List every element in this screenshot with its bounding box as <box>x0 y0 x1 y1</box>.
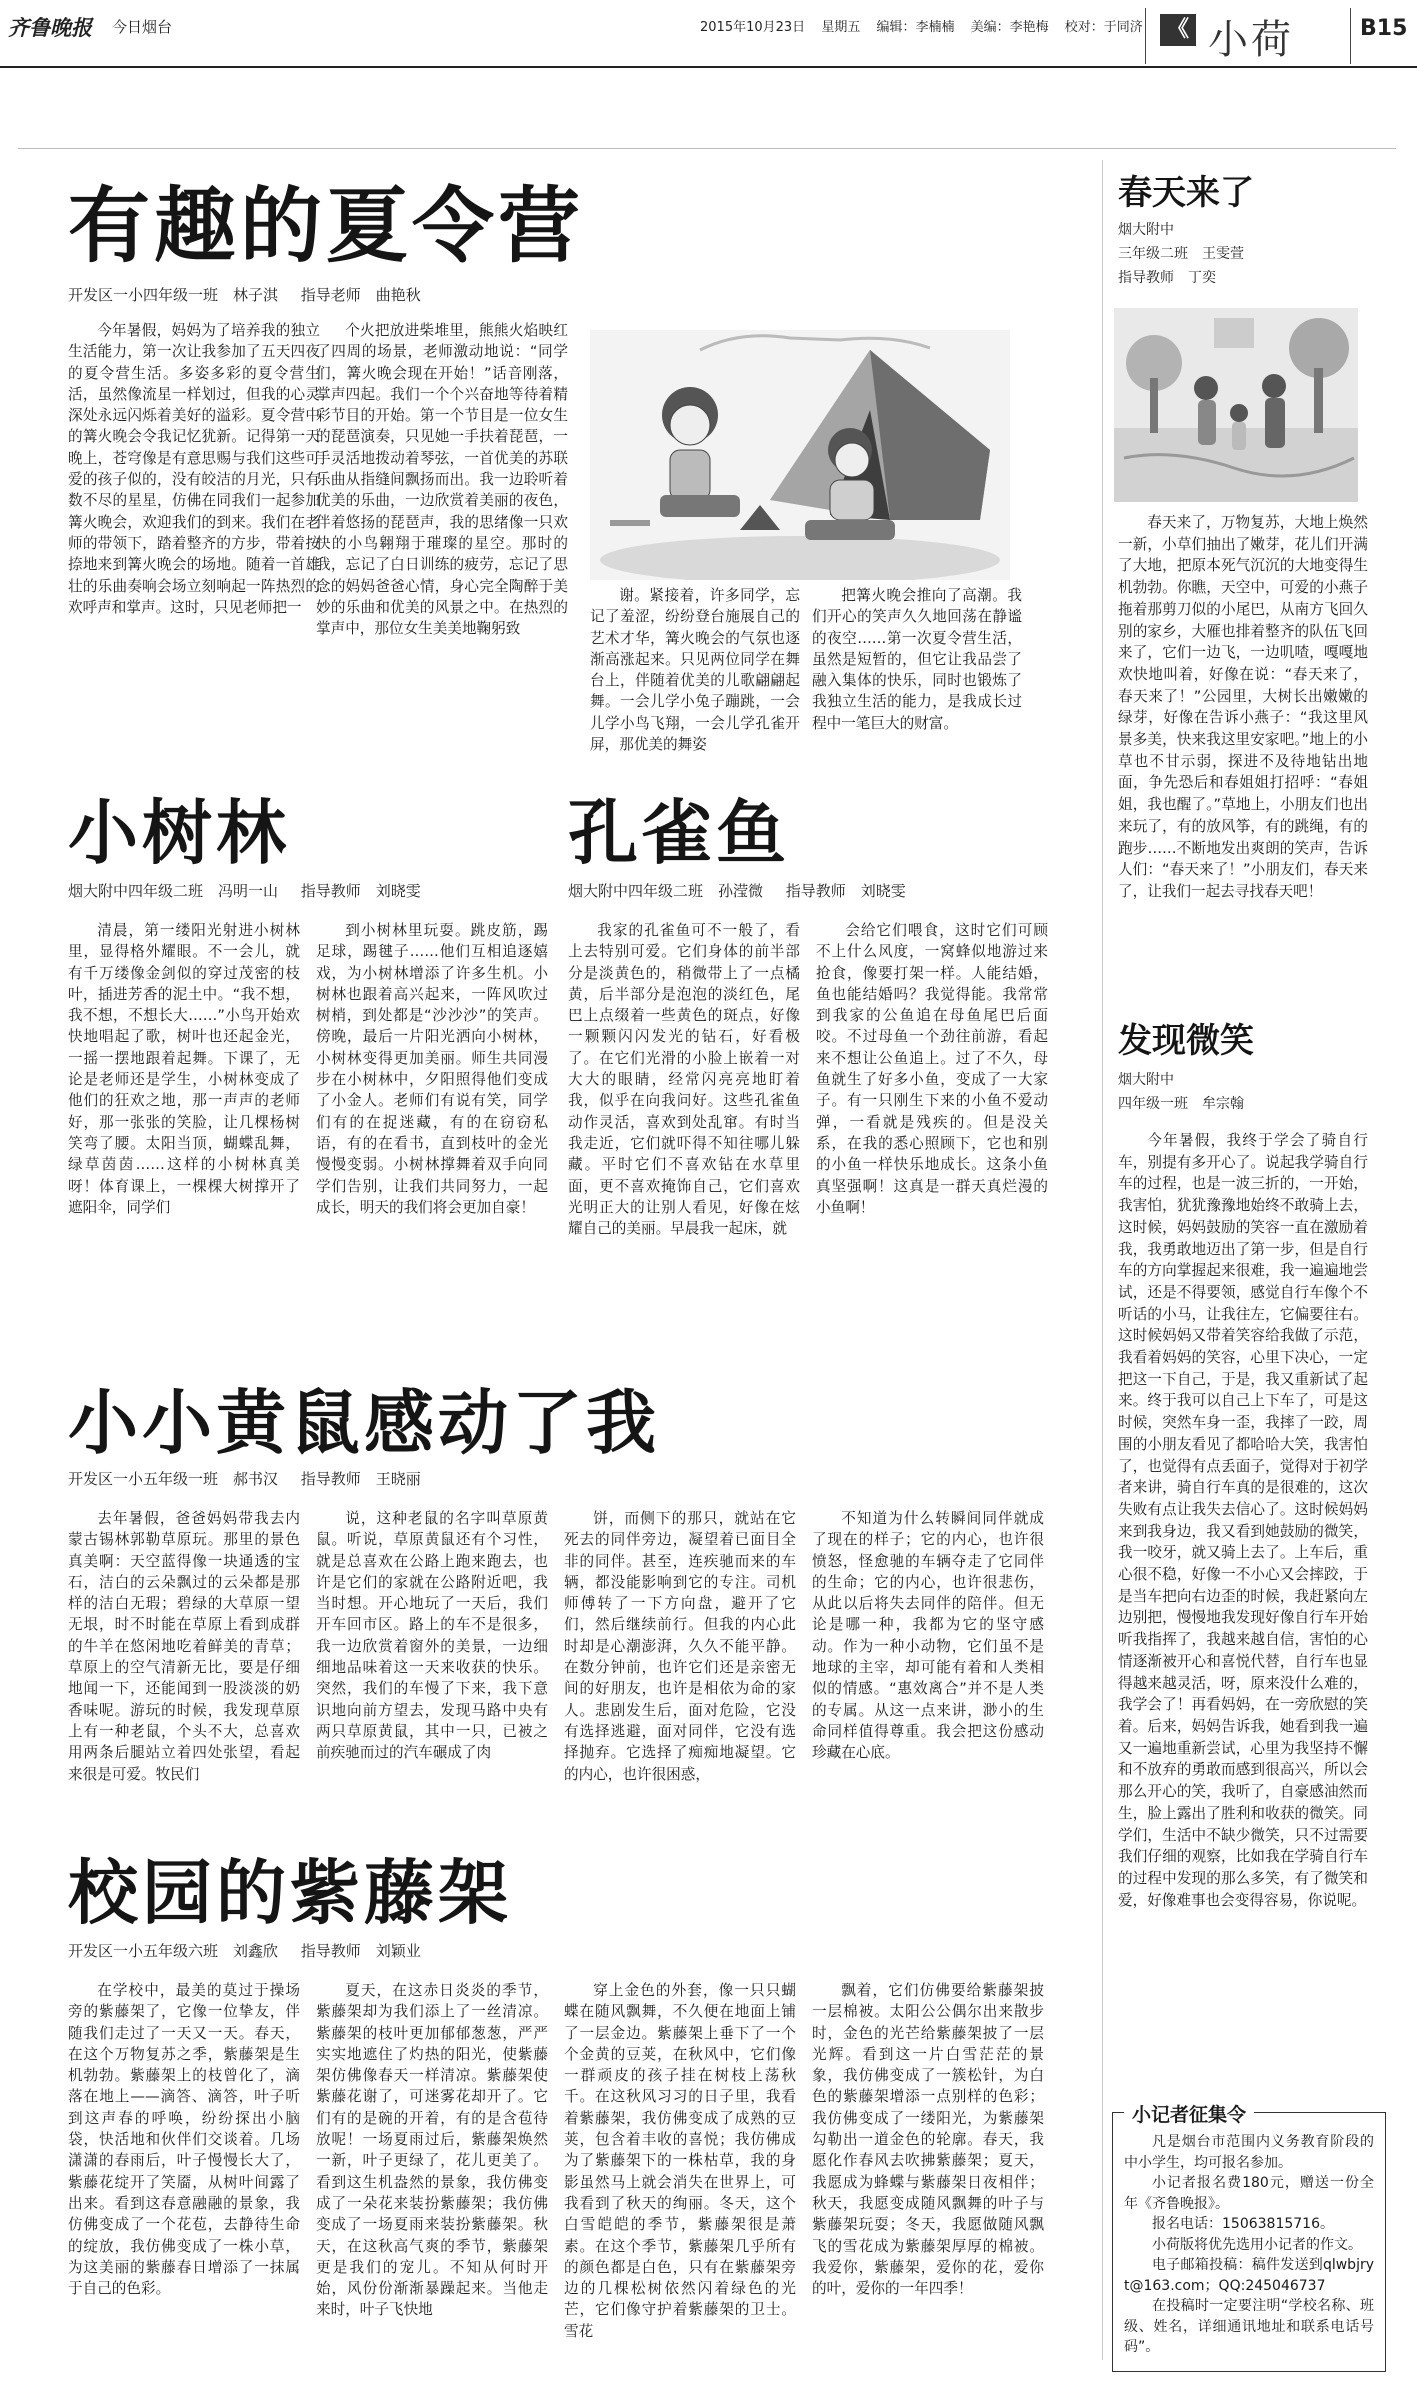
article-text-wisteria-3: 穿上金色的外套，像一只只蝴蝶在随风飘舞，不久便在地面上铺了一层金边。紫藤架上垂下了一个个金黄的豆荚，在秋风中，它们像一群顽皮的孩子挂在树枝上荡秋千。在这秋风习习的日子里，我看着紫藤架，我仿佛变成了成熟的豆荚，包含着丰收的喜悦；我仿佛成为了紫藤架下的一株枯草，我的身影虽然马上就会消失在世界上，可我看到了秋天的绚丽。冬天，这个白雪皑皑的季节，紫藤架很是萧素。在这个季节，紫藤架几乎所有的颜色都是白色，只有在紫藤架旁边的几棵松树依然闪着绿色的光芒，它们像守护着紫藤架的卫士。雪花 <box>564 1982 796 2340</box>
article-text-camp-2: 个火把放进柴堆里，熊熊火焰映红了四周的场景，老师激动地说：“同学们，篝火晚会现在开始！”话音刚落，掌声四起。我们一个个兴奋地等待着精彩节目的开始。第一个节目是一位女生的琵琶演奏，只见她一手扶着琵琶，一手灵活地拨动着琴弦，一首优美的苏联乐曲从指缝间飘扬而出。我一边聆听着优美的乐曲，一边欣赏着美丽的夜色，伴着悠扬的琵琶声，我的思绪像一只欢快的小鸟翱翔于璀璨的星空。那时的我，忘记了白日训练的疲劳，忘记了思念的妈妈爸爸心情，身心完全陶醉于美妙的乐曲和优美的风景之中。在热烈的掌声中，那位女生美美地鞠躬致 <box>316 322 568 638</box>
article-text-peacock-2: 会给它们喂食，这时它们可顾不上什么风度，一窝蜂似地游过来抢食，像要打架一样。人能结婚，鱼也能结婚吗？我觉得能。我常常到我家的公鱼追在母鱼尾巴后面咬。不过母鱼一个劲往前游，看起来不想让公鱼追上。过了不久，母鱼就生了好多小鱼，变成了一大家子。有一只刚生下来的小鱼不爱动弹，一看就是残疾的。但是没关系，在我的悉心照顾下，它也和别的小鱼一样快乐地成长。这条小鱼真坚强啊！这真是一群天真烂漫的小鱼啊！ <box>816 922 1048 1216</box>
header-rule <box>0 66 1417 68</box>
recruit-title: 小记者征集令 <box>1124 2100 1254 2127</box>
side-divider <box>1102 160 1103 2360</box>
tent-illustration <box>590 330 1010 580</box>
article-text-wisteria-1: 在学校中，最美的莫过于操场旁的紫藤架了，它像一位挚友，伴随我们走过了一天又一天。春天，在这个万物复苏之季，紫藤架是生机勃勃。紫藤架上的枝曾化了，滴落在地上——滴答、滴答，叶子听到这声春的呼唤，纷纷探出小脑袋，快活地和伙伴们交谈着。几场潇潇的春雨后，叶子慢慢长大了，紫藤花绽开了笑靥，从树叶间露了出来。看到这春意融融的景象，我仿佛变成了一个花苞，去静待生命的绽放，我仿佛变成了一株小草，为这美丽的紫藤春日增添了一抹属于自己的色彩。 <box>68 1982 300 2298</box>
article-title-peacock: 孔雀鱼 <box>568 792 790 874</box>
recruit-line: 小荷版将优先选用小记者的作文。 <box>1152 2236 1362 2253</box>
column-title: 小荷 <box>1208 17 1294 63</box>
teacher: 指导教师 王晓丽 <box>300 1470 421 1488</box>
author: 开发区一小五年级一班 郝书汉 <box>68 1470 279 1488</box>
school: 烟大附中 <box>1118 222 1174 238</box>
editor-credit: 编辑：李楠楠 <box>876 20 955 35</box>
section-name: 今日烟台 <box>112 18 173 36</box>
family-walk-illustration <box>1114 308 1358 502</box>
article-byline-wisteria <box>68 1940 439 1961</box>
recruit-line: 在投稿时一定要注明“学校名称、班级、姓名，详细通讯地址和联系电话号码”。 <box>1124 2298 1374 2355</box>
header-divider-2 <box>1350 8 1351 64</box>
teacher: 指导教师 刘颖业 <box>300 1942 421 1960</box>
class-author: 四年级一班 牟宗翰 <box>1118 1096 1244 1112</box>
teacher: 指导教师 刘晓雯 <box>300 882 421 900</box>
side-meta-smile <box>1118 1068 1388 1116</box>
issue-weekday: 星期五 <box>821 20 861 35</box>
side-title-smile: 发现微笑 <box>1118 1021 1254 1061</box>
article-text-hamster-1: 去年暑假，爸爸妈妈带我去内蒙古锡林郭勒草原玩。那里的景色真美啊：天空蓝得像一块通透的宝石，洁白的云朵飘过的云朵都是那样的洁白无瑕；碧绿的大草原一望无垠，时不时能在草原上看到成群的牛羊在悠闲地吃着鲜美的青草；草原上的空气清新无比，要是仔细地闻一下，还能闻到一股淡淡的奶香味呢。游玩的时候，我发现草原上有一种老鼠，个头不大，总喜欢用两条后腿站立着四处张望，看起来很是可爱。牧民们 <box>68 1510 300 1783</box>
article-byline-camp <box>68 284 439 305</box>
author: 开发区一小四年级一班 林子淇 <box>68 286 279 304</box>
article-text-hamster-4: 不知道为什么转瞬间同伴就成了现在的样子；它的内心，也许很愤怒，怪愈驰的车辆夺走了它同伴的生命；它的内心，也许很悲伤，从此以后将失去同伴的陪伴。但无论是哪一种，我都为它的坚守感动。作为一种小动物，它们虽不是地球的主宰，却可能有着和人类相似的情感。“惠效离合”并不是人类的专属。从这一点来讲，渺小的生命同样值得尊重。我会把这份感动珍藏在心底。 <box>812 1510 1044 1762</box>
teacher: 指导教师 丁奕 <box>1118 270 1216 286</box>
side-meta-spring <box>1118 218 1388 290</box>
article-text-hamster-2: 说，这种老鼠的名字叫草原黄鼠。听说，草原黄鼠还有个习性，就是总喜欢在公路上跑来跑去，也许是它们的家就在公路附近吧，我当时想。开心地玩了一天后，我们开车回市区。路上的车不是很多，我一边欣赏着窗外的美景，一边细细地品味着这一天来收获的快乐。突然，我们的车慢了下来，我下意识地向前方望去，发现马路中央有两只草原黄鼠，其中一只，已被之前疾驰而过的汽车碾成了肉 <box>316 1510 548 1762</box>
recruit-line: 小记者报名费180元，赠送一份全年《齐鲁晚报》。 <box>1124 2175 1374 2212</box>
header-divider <box>1145 8 1146 64</box>
side-title-spring: 春天来了 <box>1118 173 1254 213</box>
article-text-wisteria-2: 夏天，在这赤日炎炎的季节，紫藤架却为我们添上了一丝清凉。紫藤架的枝叶更加郁郁葱葱，严严实实地遮住了灼热的阳光，使紫藤架仿佛像春天一样清凉。紫藤架使紫藤花谢了，可迷雾花却开了。它们有的是碗的开着，有的是含苞待放呢！一场夏雨过后，紫藤架焕然一新，叶子更绿了，花儿更美了。看到这生机盎然的景象，我仿佛变成了一朵花来装扮紫藤架；我仿佛变成了一场夏雨来装扮紫藤架。秋天，在这秋高气爽的季节，紫藤架更是我们的宠儿。不知从何时开始，风份份渐渐暴躁起来。当他走来时，叶子飞快地 <box>316 1982 548 2319</box>
proof-credit: 校对：于同济 <box>1064 20 1143 35</box>
recruit-email[interactable]: 电子邮箱投稿：稿件发送到qlwbjryt@163.com；QQ:245046737 <box>1124 2257 1374 2294</box>
article-text-camp-4: 把篝火晚会推向了高潮。我们开心的笑声久久地回荡在静谧的夜空……第一次夏令营生活，虽然是短暂的，但它让我品尝了融入集体的快乐，同时也锻炼了我独立生活的能力，是我成长过程中一笔巨大的财富。 <box>812 587 1022 732</box>
article-text-grove-2: 到小树林里玩耍。跳皮筋，踢足球，踢毽子……他们互相追逐嬉戏，为小树林增添了许多生机。小树林也跟着高兴起来，一阵风吹过树梢，到处都是“沙沙沙”的笑声。傍晚，最后一片阳光洒向小树林，小树林变得更加美丽。师生共同漫步在小树林中，夕阳照得他们变成了小金人。老师们有说有笑，同学们有的在捉迷藏，有的在窃窃私语，有的在看书，直到枝叶的金光慢慢变弱。小树林撑舞着双手向同学们告别，让我们共同努力，一起成长，明天的我们将会更加自豪！ <box>316 922 548 1216</box>
class-author: 三年级二班 王雯萱 <box>1118 246 1244 262</box>
art-editor-credit: 美编：李艳梅 <box>970 20 1049 35</box>
issue-date: 2015年10月23日 <box>700 20 806 35</box>
article-byline-grove <box>68 880 439 901</box>
recruit-line: 凡是烟台市范围内义务教育阶段的中小学生，均可报名参加。 <box>1124 2134 1374 2171</box>
recruit-line: 报名电话：15063815716。 <box>1152 2216 1334 2232</box>
teacher: 指导教师 刘晓雯 <box>785 882 906 900</box>
article-text-wisteria-4: 飘着，它们仿佛要给紫藤架披一层棉被。太阳公公偶尔出来散步时，金色的光芒给紫藤架披了一层光辉。看到这一片白雪茫茫的景象，我仿佛变成了一簇松针，为白色的紫藤架增添一点别样的色彩；我仿佛变成了一缕阳光，为紫藤架勾勒出一道金色的轮廓。春天，我愿化作春风去吹拂紫藤架；夏天，我愿成为蜂蝶与紫藤架日夜相伴；秋天，我愿变成随风飘舞的叶子与紫藤架玩耍；冬天，我愿做随风飘飞的雪花成为紫藤架厚厚的棉被。我爱你，紫藤架，爱你的花，爱你的叶，爱你的一年四季！ <box>812 1982 1044 2298</box>
article-text-hamster-3: 饼，而侧下的那只，就站在它死去的同伴旁边，凝望着已面目全非的同伴。甚至，连疾驰而来的车辆，都没能影响到它的专注。司机师傅转了一下方向盘，避开了它们，然后继续前行。但我的内心此时却是心潮澎湃，久久不能平静。在数分钟前，也许它们还是亲密无间的好朋友，也许是相依为命的家人。悲剧发生后，面对危险，它没有选择逃避，面对同伴，它没有选择抛弃。它选择了痴痴地凝望。它的内心，也许很困惑， <box>564 1510 796 1783</box>
article-title-hamster: 小小黄鼠感动了我 <box>68 1382 660 1464</box>
teacher: 指导老师 曲艳秋 <box>300 286 421 304</box>
article-title-grove: 小树林 <box>68 792 290 874</box>
article-title-camp: 有趣的夏令营 <box>68 179 585 274</box>
side-text-smile: 今年暑假，我终于学会了骑自行车，别提有多开心了。说起我学骑自行车的过程，也是一波三折的，一开始，我害怕，犹犹豫豫地始终不敢骑上去，这时候，妈妈鼓励的笑容一直在激励着我，我勇敢地迈出了第一步，但是自行车的方向掌握起来很难，我一遍遍地尝试，还是不得要领，感觉自行车像个不听话的小马，让我往左，它偏要往右。这时候妈妈又带着笑容给我做了示范，我看着妈妈的笑容，心里下决心，一定把这一下自己，于是，我又重新试了起来。终于我可以自己上下车了，可是这时候，突然车身一歪，我摔了一跤，周围的小朋友看见了都哈哈大笑，我害怕了，也觉得有点丢面子，觉得对于初学者来讲，骑自行车真的是很难的，这次失败有点让我失去信心了。这时候妈妈来到我身边，我又看到她鼓励的微笑，我一咬牙，就又骑上去了。上车后，重心很不稳，好像一不小心又会摔跤，于是当车把向右边歪的时候，我赶紧向左边别把，慢慢地我发现好像自行车开始听我指挥了，我越来越自信，害怕的心情逐渐被开心和喜悦代替，自行车也显得越来越灵活，呀，原来没什么难的，我学会了！再看妈妈，在一旁欣慰的笑着。后来，妈妈告诉我，她看到我一遍又一遍地重新尝试，心里为我坚持不懈和不放弃的勇敢而感到很高兴，所以会那么开心的笑，我听了，自豪感油然而生，脸上露出了胜利和收获的微笑。同学们，生活中不缺少微笑，只不过需要我们仔细的观察，比如我在学骑自行车的过程中发现的那么多笑，有了微笑和爱，好像难事也会变得容易，你说呢。 <box>1118 1132 1368 1909</box>
issue-meta <box>700 16 1155 35</box>
school: 烟大附中 <box>1118 1072 1174 1088</box>
article-text-camp-3: 谢。紧接着，许多同学，忘记了羞涩，纷纷登台施展自己的艺术才华，篝火晚会的气氛也逐渐高涨起来。只见两位同学在舞台上，伴随着优美的儿歌翩翩起舞。一会儿学小兔子蹦跳，一会儿学小鸟飞翔，一会儿学孔雀开屏，那优美的舞姿 <box>590 587 800 754</box>
newspaper-logo: 齐鲁晚报 <box>8 15 92 40</box>
article-text-peacock-1: 我家的孔雀鱼可不一般了，看上去特别可爱。它们身体的前半部分是淡黄色的，稍微带上了一点橘黄，后半部分是泡泡的淡红色，尾巴上点缀着一些黄色的斑点，好像一颗颗闪闪发光的钻石，好看极了。在它们光滑的小脸上嵌着一对大大的眼睛，经常闪亮亮地盯着我，似乎在向我问好。这些孔雀鱼动作灵活，喜欢到处乱窜。有时当我走近，它们就吓得不知往哪儿躲藏。平时它们不喜欢钻在水草里面，更不喜欢掩饰自己，它们喜欢光明正大的让别人看见，好像在炫耀自己的美丽。早晨我一起床，就 <box>568 922 800 1238</box>
author: 烟大附中四年级二班 冯明一山 <box>68 882 279 900</box>
author: 开发区一小五年级六班 刘鑫欣 <box>68 1942 279 1960</box>
chevron-icon: 《 <box>1160 14 1196 46</box>
side-text-spring: 春天来了，万物复苏，大地上焕然一新，小草们抽出了嫩芽，花儿们开满了大地，把原本死气沉沉的大地变得生机勃勃。你瞧，天空中，可爱的小燕子拖着那剪刀似的小尾巴，从南方飞回久别的家乡，大雁也排着整齐的队伍飞回来了，它们一边飞，一边叽喳，嘎嘎地欢快地叫着，好像在说：“春天来了，春天来了！”公园里，大树长出嫩嫩的绿芽，好像在告诉小燕子：“我这里风景多美，快来我这里安家吧。”地上的小草也不甘示弱，探进不及待地钻出地面，争先恐后和春姐姐打招呼：“春姐姐，我也醒了。”草地上，小朋友们也出来玩了，有的放风筝，有的跳绳，有的跑步……不断地发出爽朗的笑声，告诉人们：“春天来了！”小朋友们，春天来了，让我们一起去寻找春天吧！ <box>1118 514 1368 900</box>
article-byline-peacock <box>568 880 924 901</box>
content-rule <box>18 148 1396 149</box>
article-title-wisteria: 校园的紫藤架 <box>68 1852 512 1934</box>
article-text-camp-1: 今年暑假，妈妈为了培养我的独立生活能力，第一次让我参加了五天四夜的夏令营生活。多姿多彩的夏令营生活，虽然像流星一样划过，但我的心灵深处永远闪烁着美好的溢彩。夏令营中的篝火晚会令我记忆犹新。记得第一天晚上，苍穹像是有意思赐与我们这些可爱的孩子似的，没有皎洁的月光，只有数不尽的星星，仿佛在同我们一起参加篝火晚会，欢迎我们的到来。我们在老师的带领下，踏着整齐的方步，带着按捺地来到篝火晚会的场地。随着一首雄壮的乐曲奏响会场立刻响起一阵热烈的欢呼声和掌声。这时，只见老师把一 <box>68 322 320 616</box>
page-number: B15 <box>1360 16 1408 41</box>
recruit-text <box>1124 2132 1374 2364</box>
article-text-grove-1: 清晨，第一缕阳光射进小树林里，显得格外耀眼。不一会儿，就有千万缕像金剑似的穿过茂密的枝叶，插进芳香的泥土中。“我不想，我不想，不想长大……”小鸟开始欢快地唱起了歌，树叶也还起金光，一摇一摆地跟着起舞。下课了，无论是老师还是学生，小树林变成了他们的狂欢之地，那一声声的老师好，那一张张的笑脸，让几棵杨树笑弯了腰。太阳当顶，蝴蝶乱舞，绿草茵茵……这样的小树林真美呀！体育课上，一棵棵大树撑开了遮阳伞，同学们 <box>68 922 300 1216</box>
author: 烟大附中四年级二班 孙滢微 <box>568 882 764 900</box>
article-byline-hamster <box>68 1468 439 1489</box>
